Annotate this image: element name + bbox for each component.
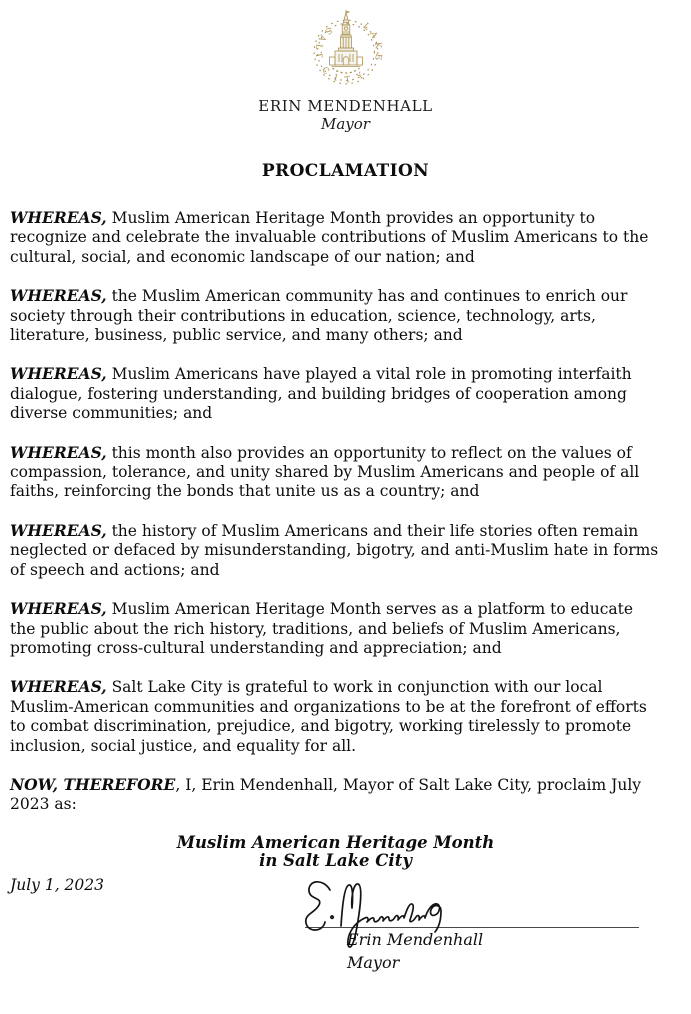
proclamation-title-line1: Muslim American Heritage Month [176, 832, 495, 852]
proclamation-title-line2: in Salt Lake City [259, 851, 412, 871]
paragraph-lead: WHEREAS, [10, 364, 107, 384]
svg-text:CITY [319, 65, 372, 85]
whereas-paragraph-6 [10, 599, 661, 658]
paragraph-text: Salt Lake City is grateful to work in conjunction with our local Muslim-American communities and organizations to be at the forefront of efforts to combat discrimination, prejudice, and bigotry, working tirelessly to promote inclusion, social justice, and equality for all. [10, 678, 647, 755]
seal-text-city: CITY [319, 65, 372, 86]
now-therefore-paragraph [10, 775, 661, 815]
paragraph-text: Muslim American Heritage Month provides an opportunity to recognize and celebrate the invaluable contributions of Muslim Americans to the cultural, social, and economic landscape of our nation; and [10, 209, 649, 266]
paragraph-text: this month also provides an opportunity to reflect on the values of compassion, tolerance, and unity shared by Muslim Americans and people of all faiths, reinforcing the bonds that unite us as a country; and [10, 443, 640, 501]
seal-text-lake: LAKE [360, 21, 383, 65]
whereas-paragraph-4 [10, 443, 661, 502]
paragraph-lead: WHEREAS, [10, 442, 107, 462]
proclamation-body [0, 208, 691, 871]
mayor-title: Mayor [321, 115, 370, 133]
seal-tower-illustration [329, 10, 362, 67]
whereas-paragraph-7 [10, 677, 661, 756]
salt-lake-city-seal-icon [305, 8, 387, 92]
mayor-name: ERIN MENDENHALL [258, 97, 433, 115]
paragraph-lead: WHEREAS, [10, 677, 107, 697]
signatory-title: Mayor [347, 953, 400, 972]
date-text: July 1, 2023 [10, 876, 104, 894]
paragraph-lead: WHEREAS, [10, 286, 107, 306]
paragraph-lead: WHEREAS, [10, 599, 107, 619]
paragraph-text: Muslim American Heritage Month serves as a platform to educate the public about the rich history, traditions, and beliefs of Muslim Americans, promoting cross-cultural understanding and appreciation; and [10, 600, 634, 657]
whereas-paragraph-3 [10, 364, 661, 423]
seal-text-salt: SALT [312, 24, 334, 64]
letterhead [0, 0, 691, 133]
paragraph-lead: NOW, THEREFORE [10, 774, 176, 794]
signatory-name: Erin Mendenhall [347, 930, 484, 949]
signature-area [0, 866, 691, 1006]
paragraph-text: , I, Erin Mendenhall, Mayor of Salt Lake City, proclaim July 2023 as: [10, 775, 642, 814]
whereas-paragraph-5 [10, 521, 661, 580]
paragraph-text: Muslim Americans have played a vital role in promoting interfaith dialogue, fostering understanding, and building bridges of cooperation among diverse communities; and [10, 365, 632, 423]
whereas-paragraph-1 [10, 208, 661, 267]
paragraph-text: the Muslim American community has and continues to enrich our society through their contributions in education, science, technology, arts, literature, business, public service, and many others; and [10, 287, 628, 345]
paragraph-text: the history of Muslim Americans and their life stories often remain neglected or defaced by misunderstanding, bigotry, and anti-Muslim hate in forms of speech and actions; and [10, 521, 659, 579]
proclamation-heading: PROCLAMATION [261, 161, 430, 181]
paragraph-lead: WHEREAS, [10, 208, 107, 227]
paragraph-lead: WHEREAS, [10, 520, 107, 540]
svg-text:LAKE [360, 21, 383, 64]
whereas-paragraph-2 [10, 286, 661, 345]
